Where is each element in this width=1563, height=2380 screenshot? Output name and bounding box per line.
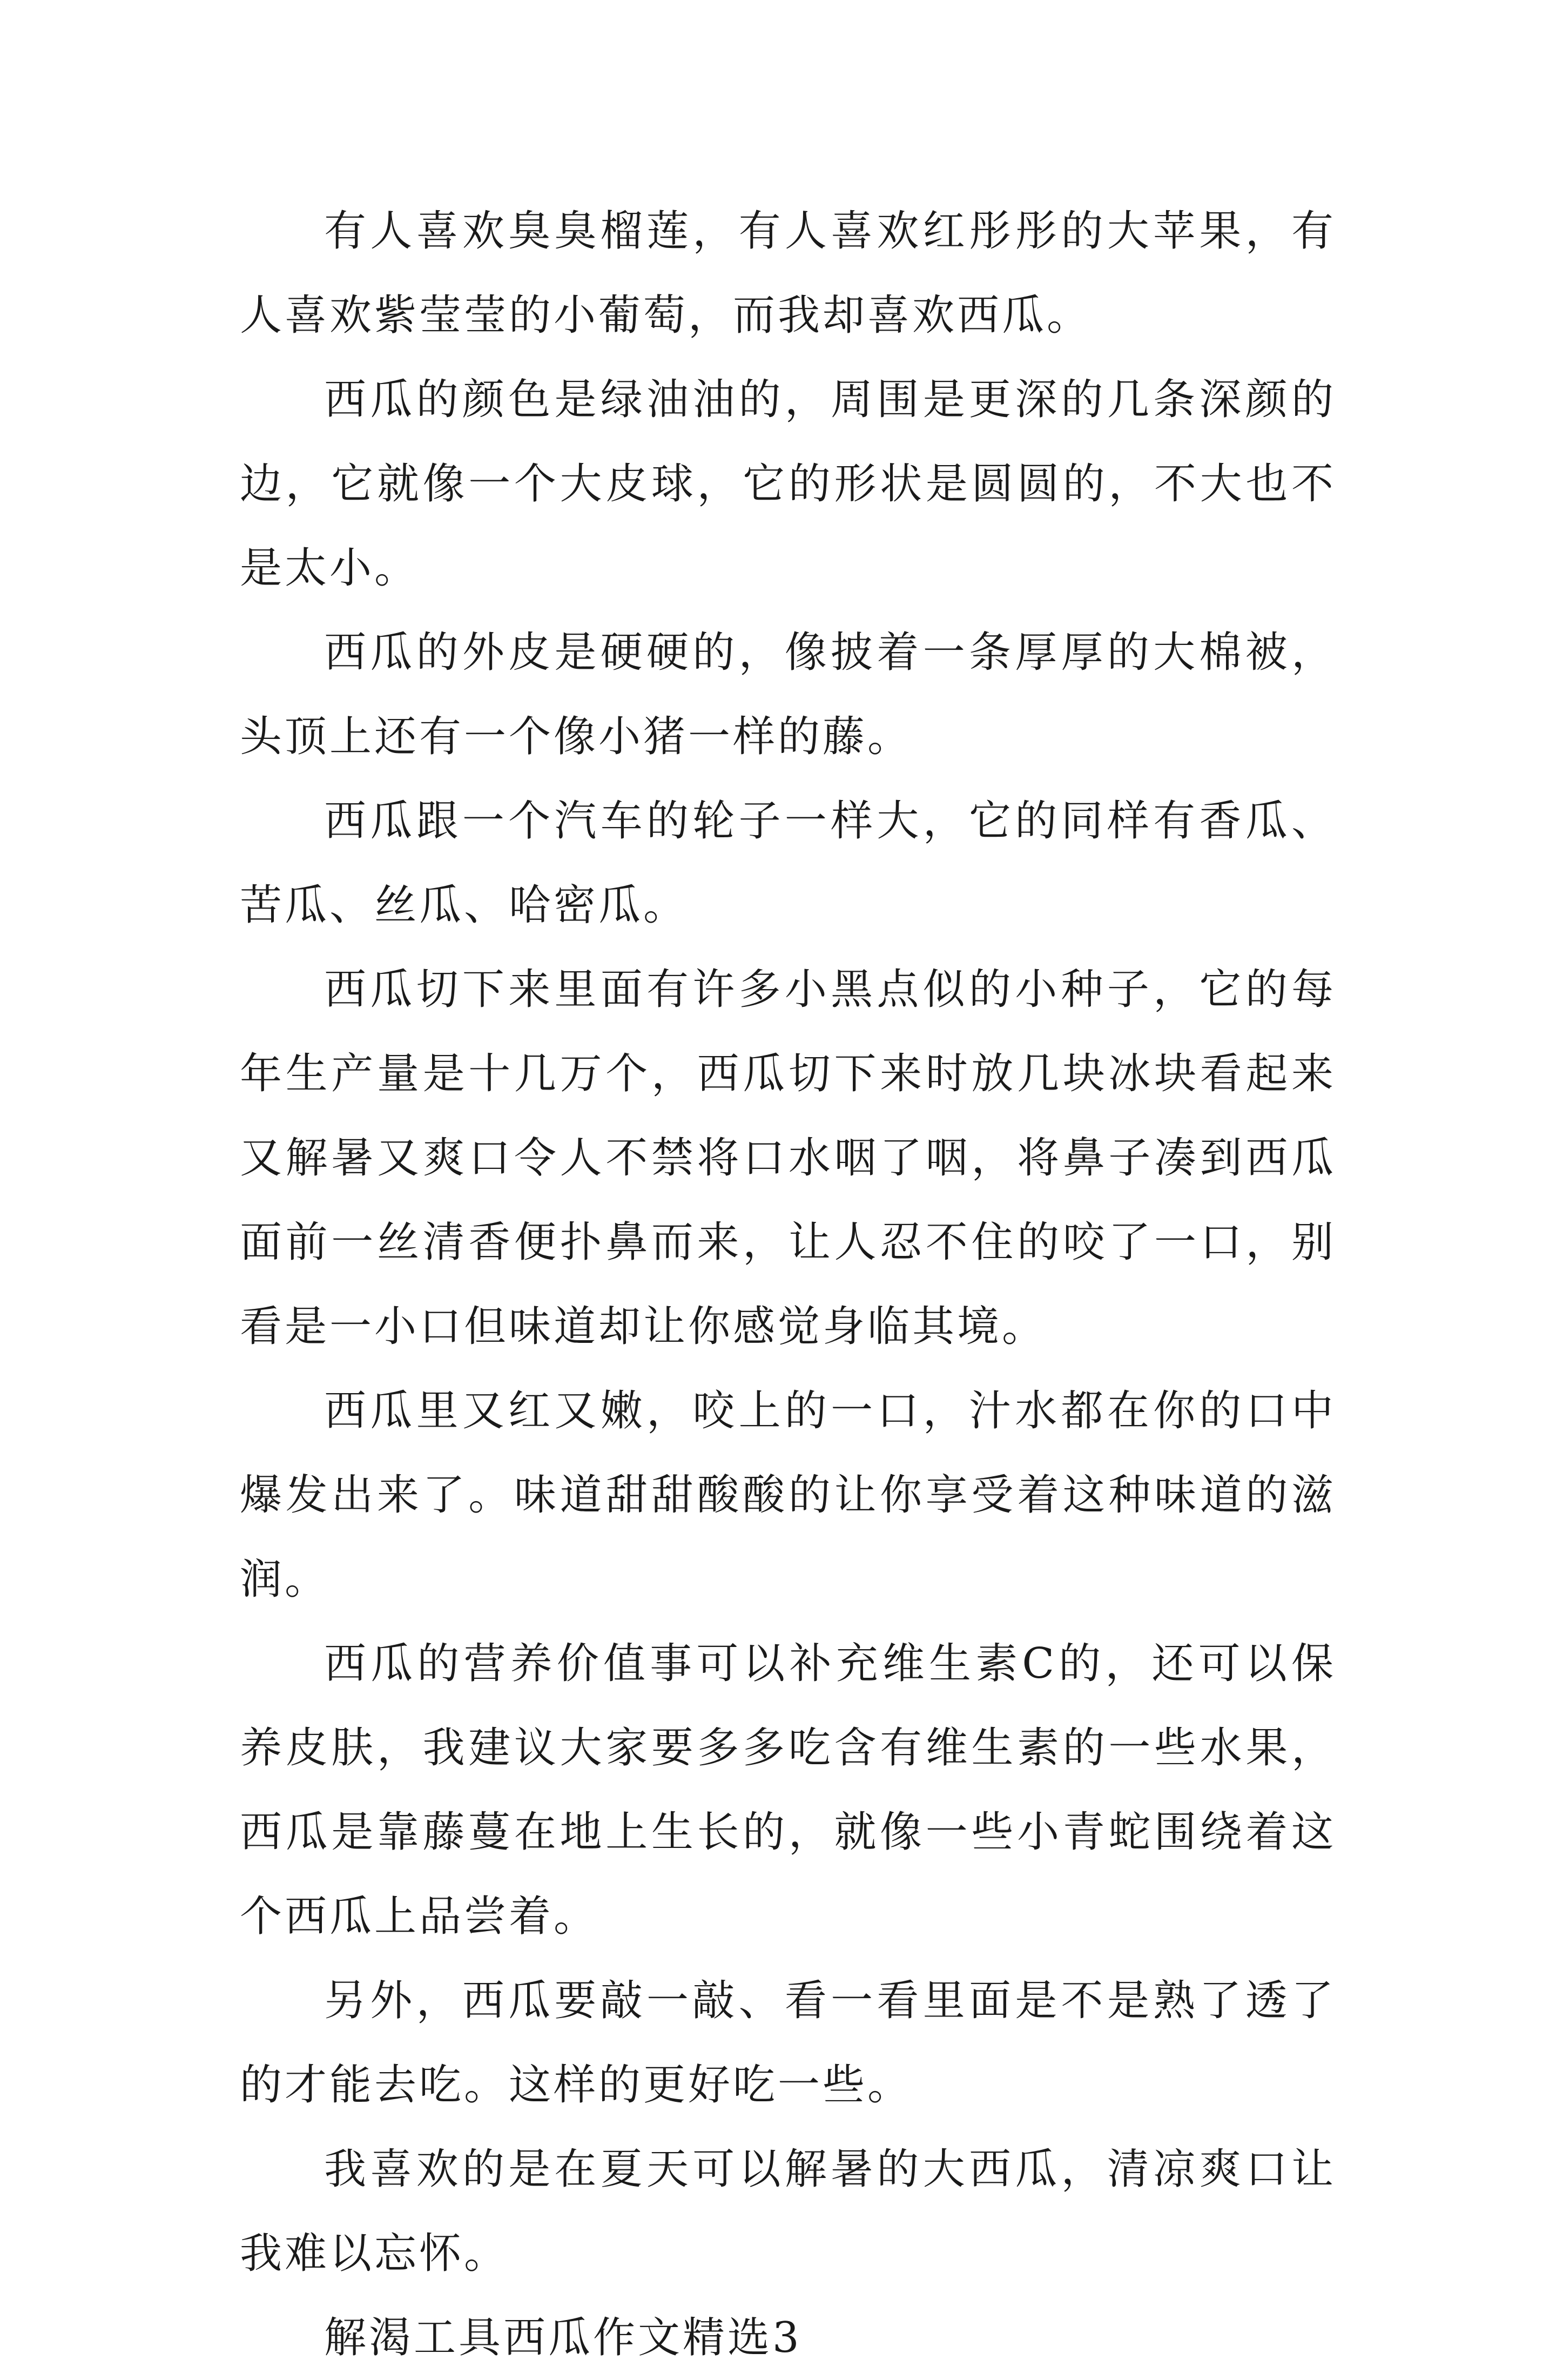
paragraph-7: 西瓜的营养价值事可以补充维生素C的，还可以保养皮肤，我建议大家要多多吃含有维生素的一些水果，西瓜是靠藤蔓在地上生长的，就像一些小青蛇围绕着这个西瓜上品尝着。 bbox=[240, 1639, 1336, 1941]
paragraph-1: 有人喜欢臭臭榴莲，有人喜欢红彤彤的大苹果，有人喜欢紫莹莹的小葡萄，而我却喜欢西瓜。 bbox=[240, 207, 1336, 340]
paragraph-4: 西瓜跟一个汽车的轮子一样大，它的同样有香瓜、苦瓜、丝瓜、哈密瓜。 bbox=[240, 797, 1336, 930]
paragraph-5: 西瓜切下来里面有许多小黑点似的小种子，它的每年生产量是十几万个，西瓜切下来时放几块冰块看起来又解暑又爽口令人不禁将口水咽了咽，将鼻子凑到西瓜面前一丝清香便扑鼻而来，让人忍不住的咬了一口，别看是一小口但味道却让你感觉身临其境。 bbox=[240, 965, 1336, 1351]
section-heading: 解渴工具西瓜作文精选3 bbox=[324, 2314, 802, 2362]
paragraph-9: 我喜欢的是在夏天可以解暑的大西瓜，清凉爽口让我难以忘怀。 bbox=[240, 2145, 1336, 2278]
document-body bbox=[240, 189, 1336, 2380]
paragraph-3: 西瓜的外皮是硬硬的，像披着一条厚厚的大棉被，头顶上还有一个像小猪一样的藤。 bbox=[240, 628, 1336, 761]
paragraph-2: 西瓜的颜色是绿油油的，周围是更深的几条深颜的边，它就像一个大皮球，它的形状是圆圆的，不大也不是太小。 bbox=[240, 375, 1336, 593]
paragraph-8: 另外，西瓜要敲一敲、看一看里面是不是熟了透了的才能去吃。这样的更好吃一些。 bbox=[240, 1976, 1336, 2109]
paragraph-6: 西瓜里又红又嫩，咬上的一口，汁水都在你的口中爆发出来了。味道甜甜酸酸的让你享受着这种味道的滋润。 bbox=[240, 1387, 1336, 1604]
